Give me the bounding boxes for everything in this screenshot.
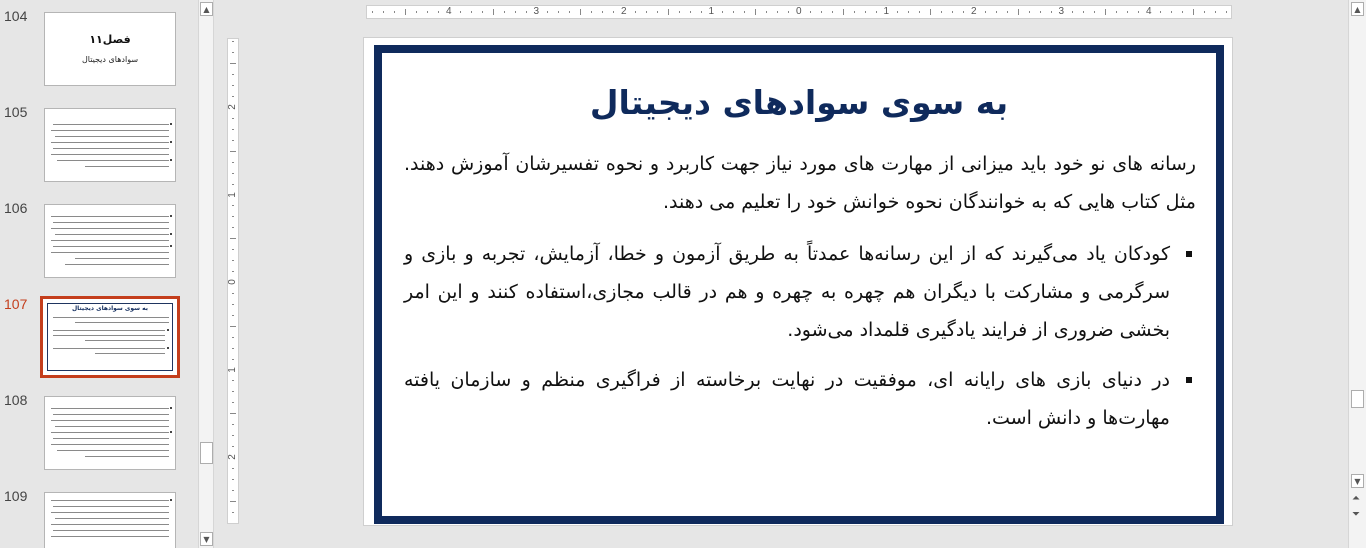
ruler-label: 1 [226, 366, 238, 373]
ruler-tick [232, 162, 234, 163]
ruler-label: 0 [796, 6, 802, 17]
bullet-square-icon [1186, 251, 1192, 257]
scrollbar-thumb[interactable] [200, 442, 213, 464]
slide-thumbnail-104[interactable] [44, 12, 176, 86]
ruler-tick [416, 11, 417, 13]
ruler-tick [558, 11, 559, 13]
thumb-number-105: 105 [4, 104, 28, 120]
ruler-tick [232, 304, 234, 305]
ruler-tick [1051, 11, 1052, 13]
slide-thumbnail-107-selected[interactable] [40, 296, 180, 378]
ruler-tick [1094, 11, 1095, 13]
ruler-tick [232, 129, 234, 130]
thumb-number-109: 109 [4, 488, 28, 504]
ruler-tick [232, 512, 234, 513]
ruler-tick [232, 315, 234, 316]
slide-title[interactable]: به سوی سوادهای دیجیتال [589, 83, 1009, 122]
ruler-tick [232, 435, 234, 436]
thumbnails-scrollbar[interactable] [198, 0, 214, 548]
ruler-tick [963, 11, 964, 13]
ruler-tick [232, 74, 234, 75]
ruler-tick [810, 11, 811, 13]
ruler-tick [482, 11, 483, 13]
next-slide-icon[interactable]: ⏷ [1352, 509, 1360, 520]
ruler-tick [504, 11, 505, 13]
ruler-tick [232, 446, 234, 447]
ruler-tick [232, 348, 234, 349]
ruler-tick [232, 41, 234, 42]
ruler-tick [1083, 11, 1084, 13]
ruler-tick [232, 249, 234, 250]
ruler-label: 4 [446, 6, 452, 17]
ruler-tick [230, 326, 236, 327]
ruler-label: 2 [226, 454, 238, 460]
bullet-item [404, 235, 1196, 349]
ruler-label: 1 [708, 6, 715, 17]
ruler-tick [1127, 11, 1128, 13]
ruler-tick [232, 216, 234, 217]
ruler-tick [230, 63, 236, 64]
horizontal-ruler [366, 5, 1232, 19]
ruler-tick [232, 173, 234, 174]
ruler-tick [232, 184, 234, 185]
ruler-tick [777, 11, 778, 13]
ruler-tick [232, 359, 234, 360]
ruler-tick [232, 468, 234, 469]
ruler-tick [766, 11, 767, 13]
ruler-tick [668, 9, 669, 15]
ruler-tick [383, 11, 384, 13]
ruler-tick [613, 11, 614, 13]
scroll-up-arrow-icon[interactable]: ▲ [1351, 2, 1364, 16]
ruler-tick [232, 85, 234, 86]
ruler-tick [744, 11, 745, 13]
slide-scrollbar[interactable] [1348, 0, 1366, 548]
ruler-tick [602, 11, 603, 13]
ruler-tick [230, 413, 236, 414]
slide-thumbnail-108[interactable] [44, 396, 176, 470]
ruler-tick [1072, 11, 1073, 13]
ruler-tick [230, 151, 236, 152]
ruler-tick [232, 424, 234, 425]
ruler-tick [985, 11, 986, 13]
ruler-tick [372, 11, 373, 13]
ruler-tick [1215, 11, 1216, 13]
ruler-tick [1204, 11, 1205, 13]
ruler-tick [460, 11, 461, 13]
ruler-label: 2 [226, 104, 238, 110]
ruler-tick [996, 11, 997, 13]
ruler-tick [952, 11, 953, 13]
ruler-tick [1171, 11, 1172, 13]
ruler-tick [232, 293, 234, 294]
thumbnail-border [47, 303, 173, 371]
thumbnail-subtitle: سوادهای دیجیتال [81, 55, 139, 64]
thumb-number-106: 106 [4, 200, 28, 216]
ruler-tick [230, 238, 236, 239]
thumbnail-title: فصل۱۱ [89, 33, 131, 46]
ruler-tick [1160, 11, 1161, 13]
thumbnail-title: به سوی سوادهای دیجیتال [71, 305, 149, 312]
thumb-number-104: 104 [4, 8, 28, 24]
slide-canvas[interactable] [363, 37, 1233, 526]
ruler-label: 1 [883, 6, 890, 17]
slide-thumbnails-pane [0, 0, 198, 548]
scroll-down-arrow-icon[interactable]: ▼ [1351, 474, 1364, 488]
ruler-tick [438, 11, 439, 13]
scroll-up-arrow-icon[interactable]: ▲ [200, 2, 213, 16]
ruler-label: 1 [226, 191, 238, 198]
ruler-tick [919, 11, 920, 13]
ruler-label: 2 [621, 6, 627, 17]
scroll-down-arrow-icon[interactable]: ▼ [200, 532, 213, 546]
ruler-tick [230, 501, 236, 502]
ruler-tick [1226, 11, 1227, 13]
ruler-tick [405, 9, 406, 15]
ruler-tick [690, 11, 691, 13]
ruler-tick [232, 391, 234, 392]
ruler-tick [635, 11, 636, 13]
ruler-tick [755, 9, 756, 15]
ruler-tick [232, 271, 234, 272]
slide-thumbnail-109[interactable] [44, 492, 176, 548]
ruler-tick [930, 9, 931, 15]
ruler-tick [722, 11, 723, 13]
ruler-tick [232, 140, 234, 141]
ruler-tick [580, 9, 581, 15]
ruler-tick [865, 11, 866, 13]
bullet-item [404, 361, 1196, 437]
bullet-text: در دنیای بازی های رایانه ای، موفقیت در نهایت برخاسته از فراگیری منظم و سازمان یافته مهارت‌ها و دانش است. [404, 369, 1170, 429]
ruler-tick [232, 479, 234, 480]
ruler-tick [1182, 11, 1183, 13]
ruler-tick [232, 52, 234, 53]
body-paragraph: رسانه های نو خود باید میزانی از مهارت های مورد نیاز جهت کاربرد و نحوه تفسیرشان آموزش دهند. مثل کتاب هایی که به خوانندگان نحوه خوانش خود را تعلیم می دهند. [404, 153, 1196, 213]
ruler-tick [526, 11, 527, 13]
ruler-tick [679, 11, 680, 13]
ruler-tick [1193, 9, 1194, 15]
ruler-tick [515, 11, 516, 13]
thumbnail-text-lines [45, 205, 175, 277]
ruler-tick [1018, 9, 1019, 15]
ruler-tick [1105, 9, 1106, 15]
ruler-tick [821, 11, 822, 13]
ruler-tick [1138, 11, 1139, 13]
thumb-number-107: 107 [4, 296, 28, 312]
ruler-tick [788, 11, 789, 13]
ruler-label: 0 [226, 279, 238, 285]
ruler-tick [908, 11, 909, 13]
ruler-tick [232, 490, 234, 491]
ruler-label: 3 [1058, 6, 1065, 17]
ruler-tick [232, 205, 234, 206]
slide-border-frame [374, 45, 1224, 524]
ruler-tick [547, 11, 548, 13]
ruler-label: 2 [971, 6, 977, 17]
scrollbar-thumb[interactable] [1351, 390, 1364, 408]
ruler-tick [591, 11, 592, 13]
ruler-tick [1040, 11, 1041, 13]
ruler-tick [733, 11, 734, 13]
ruler-tick [394, 11, 395, 13]
bullet-text: کودکان یاد می‌گیرند که از این رسانه‌ها عمدتاً به طریق آزمون و خطا، آزمایش، تجربه و بازی و سرگرمی و مشارکت با دیگران هم چهره به چهره و هم در قالب مجازی،استفاده کنند و این امر بخشی ضروری از فرایند یادگیری قلمداد می‌شود. [404, 243, 1170, 341]
ruler-label: 3 [533, 6, 540, 17]
ruler-tick [232, 118, 234, 119]
ruler-tick [232, 260, 234, 261]
slide-body-text[interactable] [404, 145, 1196, 449]
ruler-tick [854, 11, 855, 13]
ruler-tick [427, 11, 428, 13]
slide-thumbnail-105[interactable] [44, 108, 176, 182]
thumbnail-text-lines [45, 397, 175, 469]
ruler-tick [897, 11, 898, 13]
bullet-square-icon [1186, 377, 1192, 383]
ruler-tick [832, 11, 833, 13]
thumbnail-text-lines [45, 493, 175, 548]
previous-slide-icon[interactable]: ⏶ [1352, 493, 1360, 504]
slide-thumbnail-106[interactable] [44, 204, 176, 278]
thumb-number-108: 108 [4, 392, 28, 408]
ruler-tick [646, 11, 647, 13]
ruler-tick [701, 11, 702, 13]
ruler-tick [657, 11, 658, 13]
ruler-tick [876, 11, 877, 13]
ruler-tick [1116, 11, 1117, 13]
ruler-tick [493, 9, 494, 15]
thumbnail-text-lines [45, 109, 175, 181]
ruler-tick [1007, 11, 1008, 13]
ruler-tick [232, 227, 234, 228]
vertical-ruler [227, 38, 239, 524]
ruler-tick [232, 402, 234, 403]
ruler-tick [232, 96, 234, 97]
ruler-tick [1029, 11, 1030, 13]
ruler-tick [232, 380, 234, 381]
ruler-tick [569, 11, 570, 13]
ruler-tick [471, 11, 472, 13]
ruler-tick [941, 11, 942, 13]
ruler-label: 4 [1146, 6, 1152, 17]
ruler-tick [232, 337, 234, 338]
ruler-tick [843, 9, 844, 15]
